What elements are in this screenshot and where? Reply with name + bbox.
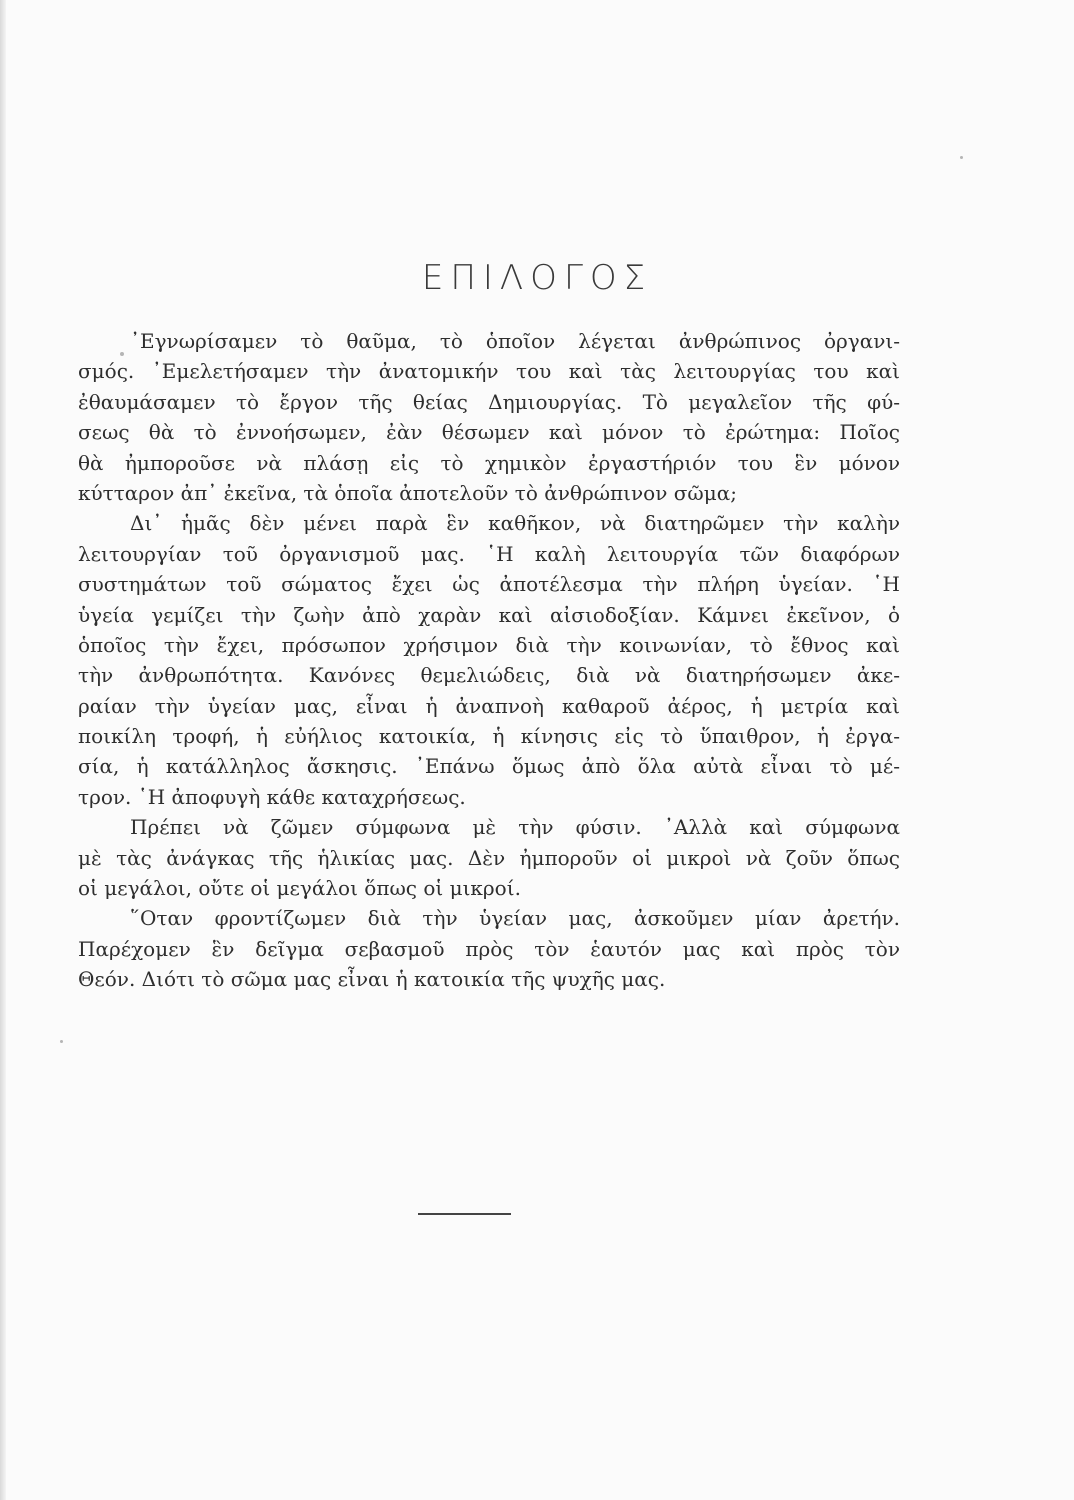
text-line: ὁποῖος τὴν ἔχει, πρόσωπον χρήσιμον διὰ τὴν κοινωνίαν, τὸ ἔθνος καὶ [78, 632, 900, 657]
page-gutter-shadow [0, 0, 6, 1500]
text-line: σία, ἡ κατάλληλος ἄσκησις. ᾽Επάνω ὅμως ἀπὸ ὅλα αὐτὰ εἶναι τὸ μέ- [78, 754, 900, 779]
chapter-title: ΕΠΙΛΟΓΟΣ [421, 258, 653, 298]
text-line: λειτουργίαν τοῦ ὀργανισμοῦ μας. ῾Η καλὴ λειτουργία τῶν διαφόρων [78, 541, 900, 566]
text-line: θὰ ἠμποροῦσε νὰ πλάσῃ εἰς τὸ χημικὸν ἐργαστήριόν του ἓν μόνον [78, 450, 900, 475]
text-line: μὲ τὰς ἀνάγκας τῆς ἡλικίας μας. Δὲν ἠμποροῦν οἱ μικροὶ νὰ ζοῦν ὅπως [78, 845, 900, 870]
text-line: συστημάτων τοῦ σώματος ἔχει ὡς ἀποτέλεσμα τὴν πλήρη ὑγείαν. ῾Η [78, 572, 900, 597]
text-line: ἐθαυμάσαμεν τὸ ἔργον τῆς θείας Δημιουργίας. Τὸ μεγαλεῖον τῆς φύ- [78, 389, 900, 414]
text-line: κύτταρον ἀπ᾽ ἐκεῖνα, τὰ ὁποῖα ἀποτελοῦν τὸ ἀνθρώπινον σῶμα; [78, 480, 737, 505]
text-line: σμός. ᾽Εμελετήσαμεν τὴν ἀνατομικήν του καὶ τὰς λειτουργίας του καὶ [78, 359, 900, 384]
text-line: Παρέχομεν ἓν δεῖγμα σεβασμοῦ πρὸς τὸν ἑαυτόν μας καὶ πρὸς τὸν [78, 936, 900, 961]
text-line: Δι᾽ ἡμᾶς δὲν μένει παρὰ ἓν καθῆκον, νὰ διατηρῶμεν τὴν καλὴν [130, 511, 900, 536]
text-line: Πρέπει νὰ ζῶμεν σύμφωνα μὲ τὴν φύσιν. ᾽Αλλὰ καὶ σύμφωνα [130, 815, 900, 840]
text-line: ραίαν τὴν ὑγείαν μας, εἶναι ἡ ἀναπνοὴ καθαροῦ ἀέρος, ἡ μετρία καὶ [78, 693, 900, 718]
text-line: ᾽Εγνωρίσαμεν τὸ θαῦμα, τὸ ὁποῖον λέγεται ἀνθρώπινος ὀργανι- [130, 329, 900, 353]
text-line: ὑγεία γεμίζει τὴν ζωὴν ἀπὸ χαρὰν καὶ αἰσιοδοξίαν. Κάμνει ἐκεῖνον, ὁ [78, 602, 900, 627]
scan-speck [120, 352, 124, 356]
text-line: Θεόν. Διότι τὸ σῶμα μας εἶναι ἡ κατοικία τῆς ψυχῆς μας. [78, 967, 666, 992]
end-of-chapter-rule [418, 1213, 511, 1215]
text-line: οἱ μεγάλοι, οὔτε οἱ μεγάλοι ὅπως οἱ μικροί. [78, 876, 521, 901]
scan-speck [960, 156, 963, 159]
text-line: τὴν ἀνθρωπότητα. Κανόνες θεμελιώδεις, διὰ νὰ διατηρήσωμεν ἀκε- [78, 663, 900, 688]
text-line: σεως θὰ τὸ ἐννοήσωμεν, ἐὰν θέσωμεν καὶ μόνον τὸ ἐρώτημα: Ποῖος [78, 420, 900, 445]
text-line: ῞Οταν φροντίζωμεν διὰ τὴν ὑγείαν μας, ἀσκοῦμεν μίαν ἀρετήν. [130, 906, 900, 931]
body-text [78, 326, 900, 995]
scan-speck [60, 1040, 63, 1043]
text-line: τρον. ῾Η ἀποφυγὴ κάθε καταχρήσεως. [78, 784, 466, 809]
text-line: ποικίλη τροφή, ἡ εὐήλιος κατοικία, ἡ κίνησις εἰς τὸ ὕπαιθρον, ἡ ἐργα- [78, 724, 900, 749]
